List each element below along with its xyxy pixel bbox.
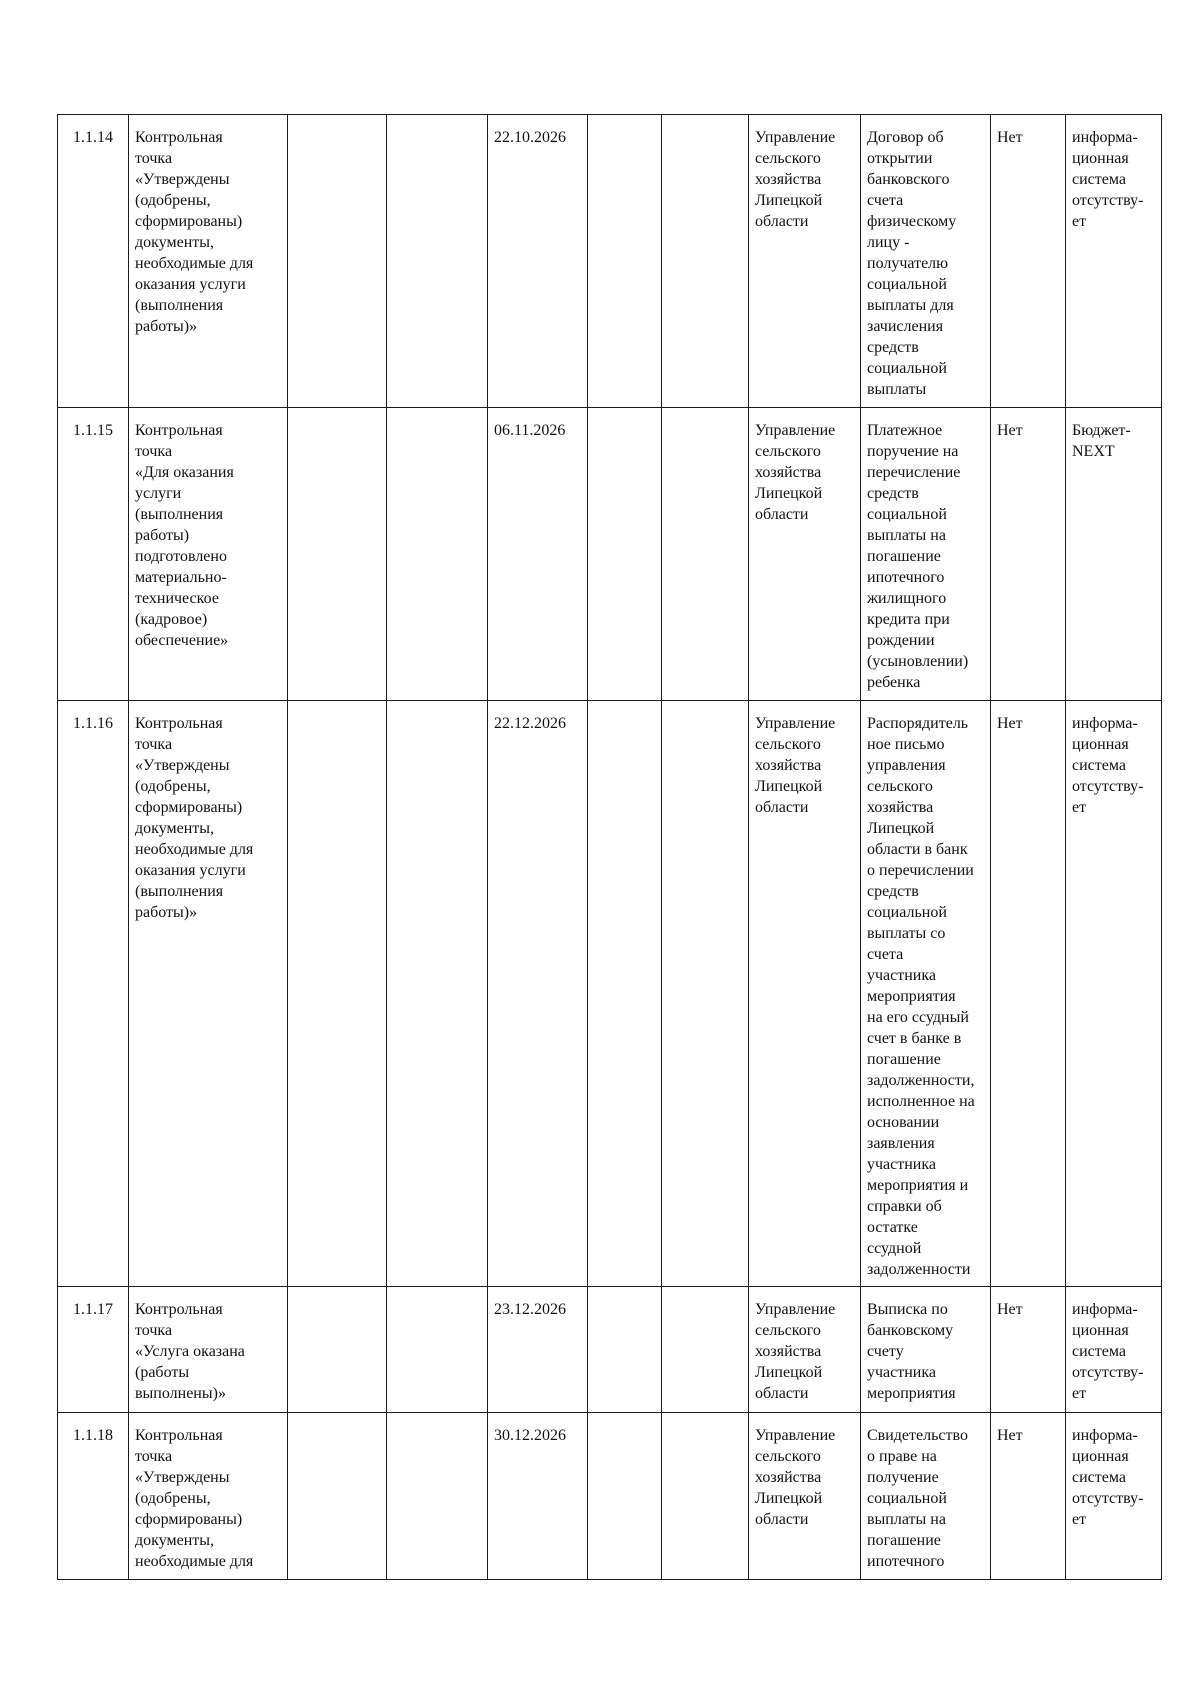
executor-cell: Управление сельского хозяйства Липецкой области: [749, 408, 861, 701]
document-cell: Выписка по банковскому счету участника мероприятия: [861, 1287, 991, 1413]
executor-cell: Управление сельского хозяйства Липецкой области: [749, 1287, 861, 1413]
empty-cell: [662, 115, 749, 408]
table-row: [58, 701, 1162, 1287]
executor-cell: Управление сельского хозяйства Липецкой области: [749, 115, 861, 408]
date-cell: 22.12.2026: [488, 701, 588, 1287]
row-number: 1.1.16: [58, 701, 129, 1287]
empty-cell: [288, 1287, 387, 1413]
flag-cell: Нет: [991, 115, 1066, 408]
flag-cell: Нет: [991, 1287, 1066, 1413]
control-point-name: Контрольная точка «Утверждены (одобрены, сформированы) документы, необходимые для оказания услуги (выполнения работы)»: [129, 701, 288, 1287]
empty-cell: [588, 1287, 662, 1413]
information-system-cell: информа- ционная система отсутству- ет: [1066, 701, 1162, 1287]
row-number: 1.1.18: [58, 1413, 129, 1580]
empty-cell: [288, 115, 387, 408]
date-cell: 06.11.2026: [488, 408, 588, 701]
empty-cell: [387, 701, 488, 1287]
row-number: 1.1.15: [58, 408, 129, 701]
executor-cell: Управление сельского хозяйства Липецкой области: [749, 701, 861, 1287]
executor-cell: Управление сельского хозяйства Липецкой области: [749, 1413, 861, 1580]
control-point-name: Контрольная точка «Услуга оказана (работы выполнены)»: [129, 1287, 288, 1413]
table-row: [58, 115, 1162, 408]
information-system-cell: информа- ционная система отсутству- ет: [1066, 1413, 1162, 1580]
table-row: [58, 1287, 1162, 1413]
empty-cell: [588, 701, 662, 1287]
document-cell: Платежное поручение на перечисление средств социальной выплаты на погашение ипотечного жилищного кредита при рождении (усыновлении) ребенка: [861, 408, 991, 701]
empty-cell: [588, 115, 662, 408]
date-cell: 23.12.2026: [488, 1287, 588, 1413]
table-row: [58, 1413, 1162, 1580]
control-points-table: [57, 114, 1162, 1580]
row-number: 1.1.17: [58, 1287, 129, 1413]
row-number: 1.1.14: [58, 115, 129, 408]
empty-cell: [387, 1287, 488, 1413]
flag-cell: Нет: [991, 408, 1066, 701]
date-cell: 30.12.2026: [488, 1413, 588, 1580]
table-row: [58, 408, 1162, 701]
document-cell: Договор об открытии банковского счета физическому лицу - получателю социальной выплаты для зачисления средств социальной выплаты: [861, 115, 991, 408]
date-cell: 22.10.2026: [488, 115, 588, 408]
empty-cell: [288, 701, 387, 1287]
information-system-cell: информа- ционная система отсутству- ет: [1066, 1287, 1162, 1413]
empty-cell: [387, 408, 488, 701]
flag-cell: Нет: [991, 1413, 1066, 1580]
empty-cell: [662, 1413, 749, 1580]
empty-cell: [387, 115, 488, 408]
empty-cell: [662, 1287, 749, 1413]
flag-cell: Нет: [991, 701, 1066, 1287]
control-point-name: Контрольная точка «Утверждены (одобрены, сформированы) документы, необходимые для: [129, 1413, 288, 1580]
empty-cell: [662, 701, 749, 1287]
control-point-name: Контрольная точка «Для оказания услуги (выполнения работы) подготовлено материально- техническое (кадровое) обеспечение»: [129, 408, 288, 701]
empty-cell: [288, 408, 387, 701]
empty-cell: [588, 408, 662, 701]
document-cell: Свидетельство о праве на получение социальной выплаты на погашение ипотечного: [861, 1413, 991, 1580]
document-cell: Распорядитель ное письмо управления сельского хозяйства Липецкой области в банк о перечислении средств социальной выплаты со счета участника мероприятия на его ссудный счет в банке в погашение задолженности, исполненное на основании заявления участника мероприятия и справки об остатке ссудной задолженности: [861, 701, 991, 1287]
information-system-cell: Бюджет- NEXT: [1066, 408, 1162, 701]
empty-cell: [387, 1413, 488, 1580]
information-system-cell: информа- ционная система отсутству- ет: [1066, 115, 1162, 408]
control-point-name: Контрольная точка «Утверждены (одобрены, сформированы) документы, необходимые для оказания услуги (выполнения работы)»: [129, 115, 288, 408]
empty-cell: [288, 1413, 387, 1580]
empty-cell: [662, 408, 749, 701]
empty-cell: [588, 1413, 662, 1580]
